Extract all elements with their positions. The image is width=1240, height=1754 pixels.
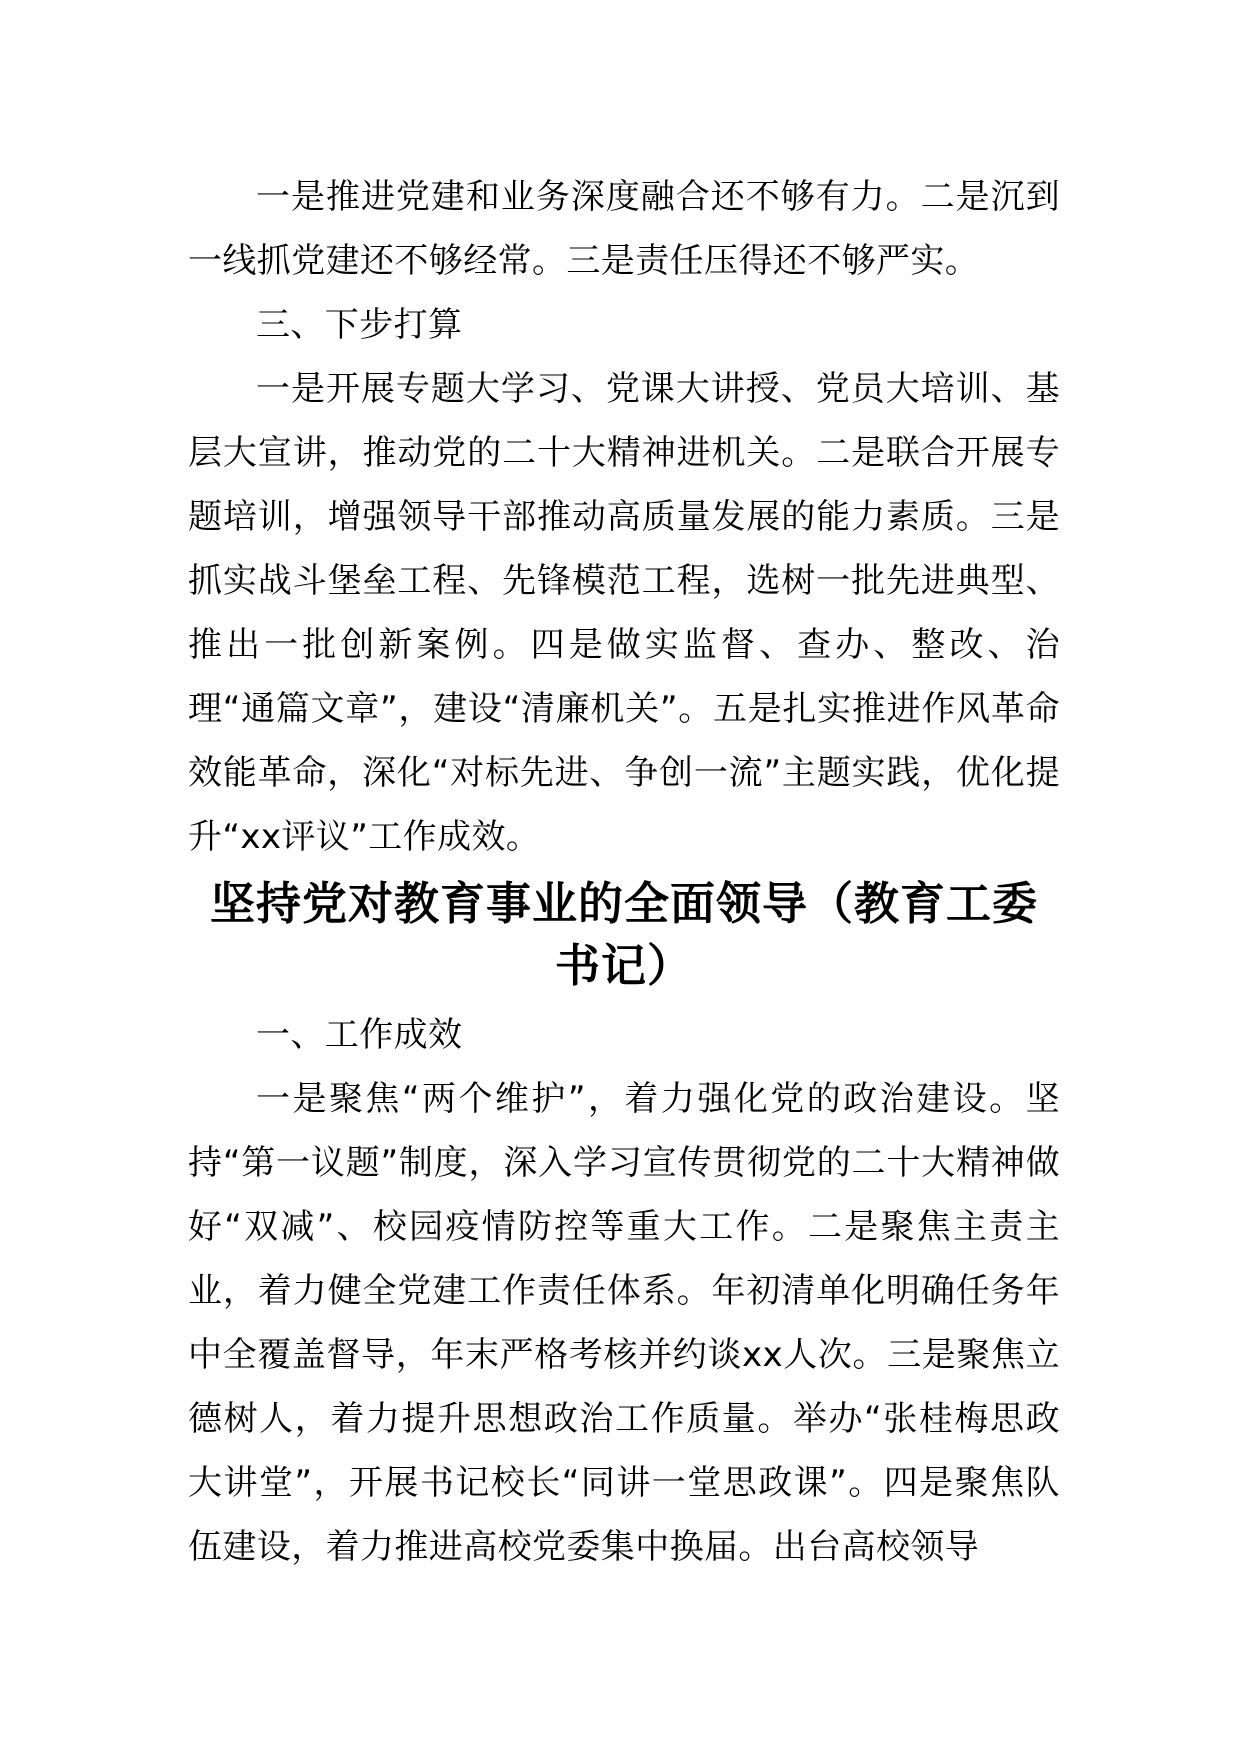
next-steps-paragraph: 一是开展专题大学习、党课大讲授、党员大培训、基层大宣讲，推动党的二十大精神进机关。二是联合开展专题培训，增强领导干部推动高质量发展的能力素质。三是抓实战斗堡垒工程、先锋模范工程，选树一批先进典型、推出一批创新案例。四是做实监督、查办、整改、治理“通篇文章”，建设“清廉机关”。五是扎实推进作风革命效能革命，深化“对标先进、争创一流”主题实践，优化提升“xx评议”工作成效。: [188, 369, 1060, 857]
document-body: [188, 165, 1060, 1579]
problems-paragraph: 一是推进党建和业务深度融合还不够有力。二是沉到一线抓党建还不够经常。三是责任压得还不够严实。: [188, 177, 1060, 281]
work-results-paragraph: 一是聚焦“两个维护”，着力强化党的政治建设。坚持“第一议题”制度，深入学习宣传贯彻党的二十大精神做好“双减”、校园疫情防控等重大工作。二是聚焦主责主业，着力健全党建工作责任体系。年初清单化明确任务年中全覆盖督导，年末严格考核并约谈xx人次。三是聚焦立德树人，着力提升思想政治工作质量。举办“张桂梅思政大讲堂”，开展书记校长“同讲一堂思政课”。四是聚焦队伍建设，着力推进高校党委集中换届。出台高校领导: [188, 1079, 1060, 1567]
next-steps-heading: 三、下步打算: [256, 305, 463, 345]
work-results-heading: 一、工作成效: [256, 1015, 463, 1055]
article-title: 坚持党对教育事业的全面领导（教育工委书记）: [209, 877, 1038, 992]
